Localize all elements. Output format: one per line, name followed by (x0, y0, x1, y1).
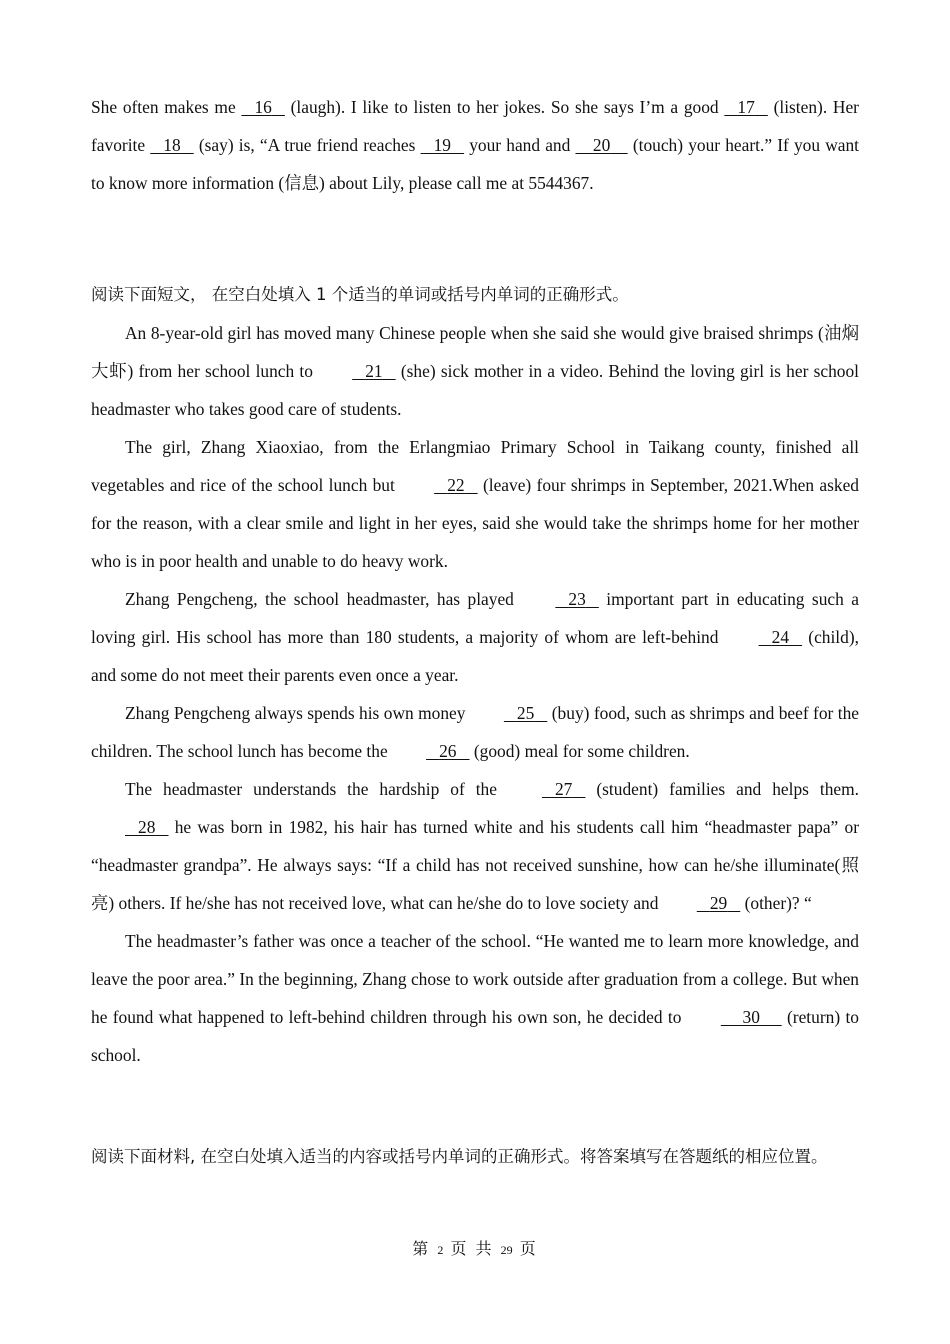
paragraph-5: The headmaster understands the hardship of the 27 (student) families and helps them. 28 he was born in 1982, his hair has turned white and his students call him “headmaster papa” or “headmaster grandpa”. He always says: “If a child has not received sunshine, how can he/she illuminate(照亮) others. If he/she has not received love, what can he/she do to love society and 29 (other)? “ (91, 770, 859, 922)
paragraph-1: An 8-year-old girl has moved many Chinese people when she said she would give braised shrimps (油焖大虾) from her school lunch to 21 (she) sick mother in a video. Behind the loving girl is her school headmaster who takes good care of students. (91, 323, 859, 419)
blank-21[interactable]: 21 (365, 361, 383, 381)
blank-18[interactable]: 18 (163, 135, 181, 155)
blank-30[interactable]: 30 (742, 1007, 760, 1027)
paragraph-3: Zhang Pengcheng, the school headmaster, has played 23 important part in educating such a loving girl. His school has more than 180 students, a majority of whom are left-behind 24 (child), and some do not meet their parents even once a year. (91, 580, 859, 694)
section-3-heading: 阅读下面材料, 在空白处填入适当的内容或括号内单词的正确形式。将答案填写在答题纸的相应位置。 (91, 1147, 828, 1166)
section-3 (91, 1138, 859, 1176)
blank-29[interactable]: 29 (709, 893, 728, 913)
page-total: 29 (500, 1243, 513, 1257)
text-span: She often makes me (91, 97, 242, 117)
passage-top (91, 88, 859, 202)
blank-26[interactable]: 26 (439, 741, 457, 761)
blank-23[interactable]: 23 (568, 589, 586, 609)
section-2-heading: 阅读下面短文， 在空白处填入 1 个适当的单词或括号内单词的正确形式。 (91, 285, 629, 304)
text-span: (say) is, “A true friend reaches (193, 135, 421, 155)
page-footer: 第 2 页 共 29 页 (412, 1239, 538, 1258)
blank-25[interactable]: 25 (516, 703, 535, 723)
text-span: (listen). Her favorite (91, 97, 859, 155)
text-span: your hand and (464, 135, 576, 155)
passage-top-paragraph (91, 88, 859, 202)
blank-16[interactable]: 16 (254, 97, 272, 117)
paragraph-6: The headmaster’s father was once a teacher of the school. “He wanted me to learn more knowledge, and leave the poor area.” In the beginning, Zhang chose to work outside after graduation from a college. But when he found what happened to left-behind children through his own son, he decided to 30 (return) to school. (91, 931, 859, 1065)
blank-28[interactable]: 28 (138, 817, 156, 837)
page-number: 2 (437, 1243, 444, 1257)
paragraph-2: The girl, Zhang Xiaoxiao, from the Erlangmiao Primary School in Taikang county, finished all vegetables and rice of the school lunch but 22 (leave) four shrimps in September, 2021.When asked for the reason, with a clear smile and light in her eyes, said she would take the shrimps home for her mother who is in poor health and unable to do heavy work. (91, 437, 859, 571)
blank-20[interactable]: 20 (592, 135, 611, 155)
text-span: (touch) your heart.” If you want to know more information (信息) about Lily, please call me at 5544367. (91, 135, 860, 193)
blank-22[interactable]: 22 (447, 475, 465, 495)
blank-17[interactable]: 17 (737, 97, 755, 117)
blank-27[interactable]: 27 (554, 779, 573, 799)
section-2 (91, 276, 859, 1074)
paragraph-4: Zhang Pengcheng always spends his own money 25 (buy) food, such as shrimps and beef for the children. The school lunch has become the 26 (good) meal for some children. (91, 694, 859, 770)
blank-24[interactable]: 24 (771, 627, 790, 647)
text-span: (laugh). I like to listen to her jokes. So she says I’m a good (284, 97, 725, 117)
blank-19[interactable]: 19 (433, 135, 451, 155)
